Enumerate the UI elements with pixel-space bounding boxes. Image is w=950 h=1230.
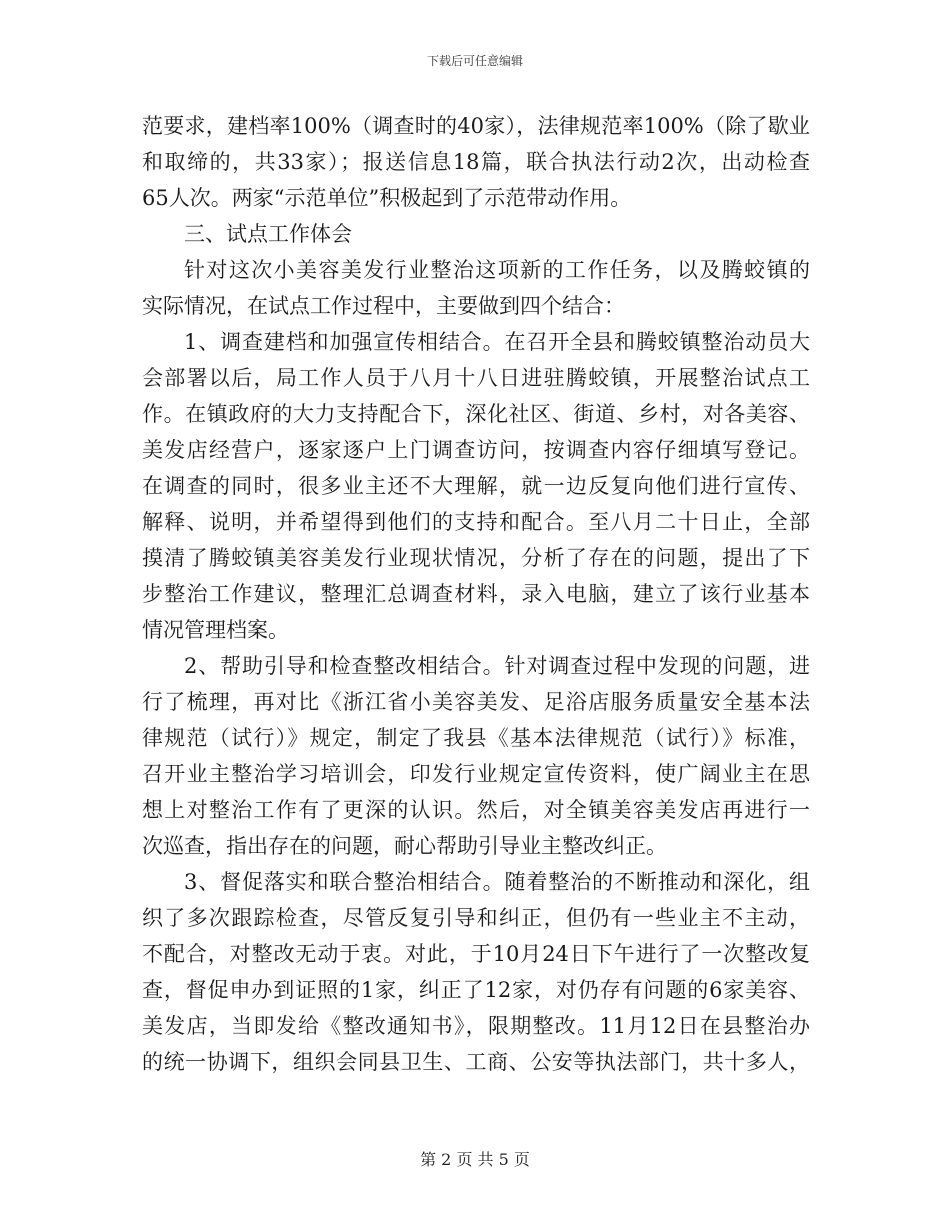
text-line: 摸清了腾蛟镇美容美发行业现状情况，分析了存在的问题，提出了下 [142,546,810,570]
section-heading: 三、试点工作体会 [184,222,352,246]
text-line: 织了多次跟踪检查，尽管反复引导和纠正，但仍有一些业主不主动， [142,906,810,930]
text-line: 的统一协调下，组织会同县卫生、工商、公安等执法部门，共十多人， [142,1050,810,1074]
text-line: 2、帮助引导和检查整改相结合。针对调查过程中发现的问题，进 [184,654,810,678]
text-line: 解释、说明，并希望得到他们的支持和配合。至八月二十日止，全部 [142,510,810,534]
text-line: 不配合，对整改无动于衷。对此，于10月24日下午进行了一次整改复 [142,942,810,966]
text-line: 在调查的同时，很多业主还不大理解，就一边反复向他们进行宣传、 [142,474,810,498]
text-line: 想上对整治工作有了更深的认识。然后，对全镇美容美发店再进行一 [142,798,810,822]
text-line: 针对这次小美容美发行业整治这项新的工作任务，以及腾蛟镇的 [184,258,810,282]
text-line: 会部署以后，局工作人员于八月十八日进驻腾蛟镇，开展整治试点工 [142,366,810,390]
text-line: 美发店经营户，逐家逐户上门调查访问，按调查内容仔细填写登记。 [142,438,810,462]
document-body [142,108,810,1080]
page-header: 下载后可任意编辑 [426,54,523,68]
text-line: 律规范（试行）》规定，制定了我县《基本法律规范（试行）》标准， [142,726,810,750]
text-line: 次巡查，指出存在的问题，耐心帮助引导业主整改纠正。 [142,834,667,858]
text-line: 65人次。两家“示范单位”积极起到了示范带动作用。 [142,186,632,210]
text-line: 范要求，建档率100%（调查时的40家），法律规范率100%（除了歇业 [142,114,810,138]
text-line: 美发店，当即发给《整改通知书》，限期整改。11月12日在县整治办 [142,1014,810,1038]
text-line: 行了梳理，再对比《浙江省小美容美发、足浴店服务质量安全基本法 [142,690,810,714]
text-line: 召开业主整治学习培训会，印发行业规定宣传资料，使广阔业主在思 [142,762,810,786]
text-line: 1、调查建档和加强宣传相结合。在召开全县和腾蛟镇整治动员大 [184,330,810,354]
text-line: 3、督促落实和联合整治相结合。随着整治的不断推动和深化，组 [184,870,810,894]
text-line: 和取缔的，共33家）；报送信息18篇，联合执法行动2次，出动检查 [142,150,810,174]
text-line: 查，督促申办到证照的1家，纠正了12家，对仍存有问题的6家美容、 [142,978,810,1002]
text-line: 情况管理档案。 [142,618,289,642]
text-line: 步整治工作建议，整理汇总调查材料，录入电脑，建立了该行业基本 [142,582,810,606]
page-number: 第 2 页 共 5 页 [420,1150,530,1169]
text-line: 作。在镇政府的大力支持配合下，深化社区、街道、乡村，对各美容、 [142,402,810,426]
text-line: 实际情况，在试点工作过程中，主要做到四个结合： [142,294,625,318]
